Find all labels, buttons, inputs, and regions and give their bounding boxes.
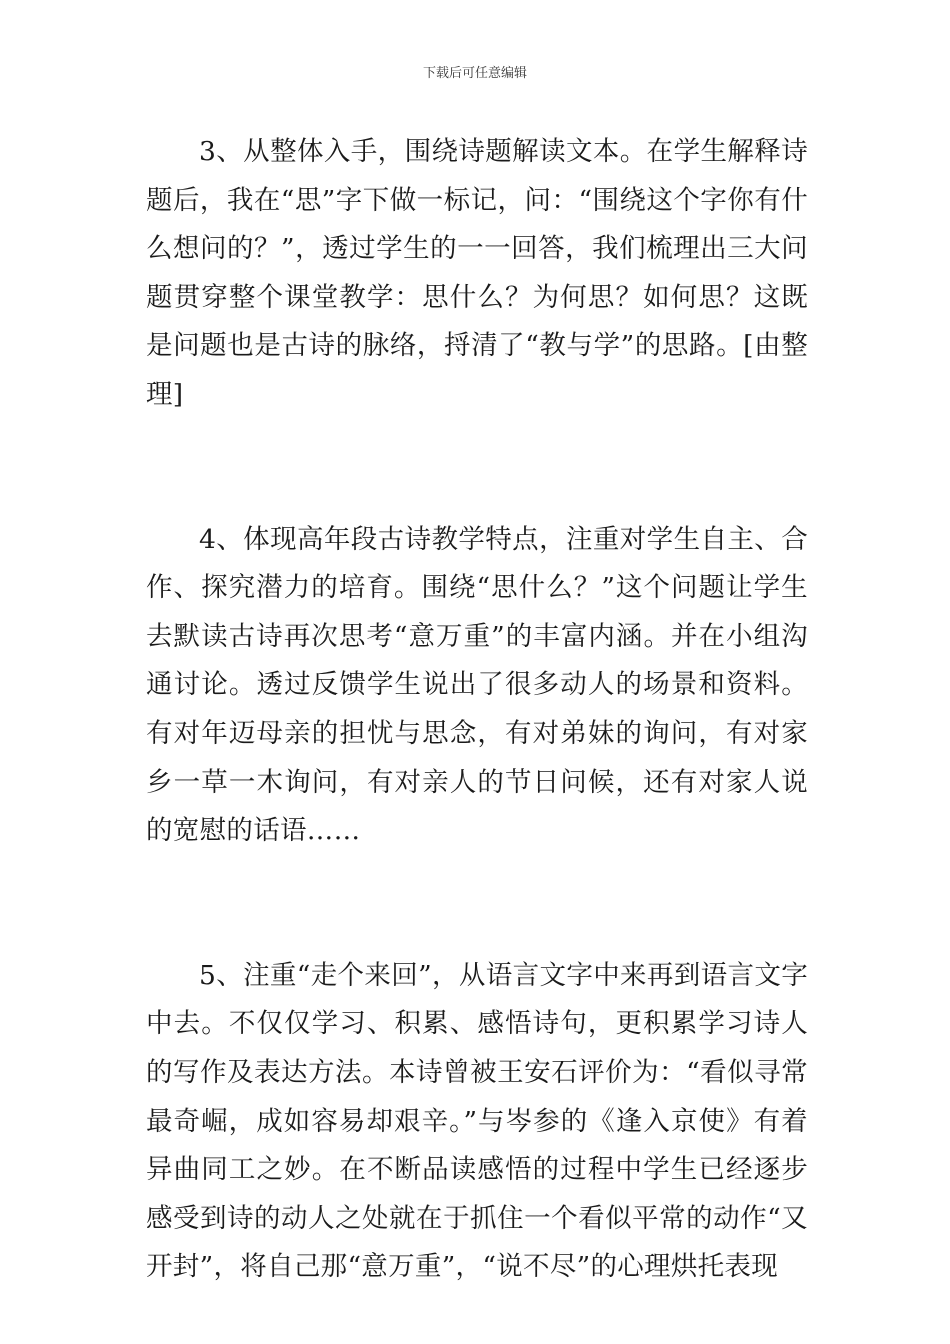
paragraph-spacer <box>146 420 808 516</box>
paragraph-5: 5、注重“走个来回”，从语言文字中来再到语言文字中去。不仅仅学习、积累、感悟诗句，更积累学习诗人的写作及表达方法。本诗曾被王安石评价为：“看似寻常最奇崛，成如容易却艰辛。”与岑参的《逢入京使》有着异曲同工之妙。在不断品读感悟的过程中学生已经逐步感受到诗的动人之处就在于抓住一个看似平常的动作“又开封”，将自己那“意万重”，“说不尽”的心理烘托表现 <box>146 959 808 1283</box>
page-header: 下载后可任意编辑 <box>422 66 527 81</box>
paragraph-3: 3、从整体入手，围绕诗题解读文本。在学生解释诗题后，我在“思”字下做一标记，问：“围绕这个字你有什么想问的？”，透过学生的一一回答，我们梳理出三大问题贯穿整个课堂教学：思什么？为何思？如何思？这既是问题也是古诗的脉络，捋清了“教与学”的思路。[由整理] <box>146 136 808 410</box>
paragraph-4: 4、体现高年段古诗教学特点，注重对学生自主、合作、探究潜力的培育。围绕“思什么？”这个问题让学生去默读古诗再次思考“意万重”的丰富内涵。并在小组沟通讨论。透过反馈学生说出了很多动人的场景和资料。有对年迈母亲的担忧与思念，有对弟妹的询问，有对家乡一草一木询问，有对亲人的节日问候，还有对家人说的宽慰的话语…… <box>146 523 808 847</box>
document-body <box>146 128 808 1292</box>
paragraph-spacer <box>146 856 808 952</box>
